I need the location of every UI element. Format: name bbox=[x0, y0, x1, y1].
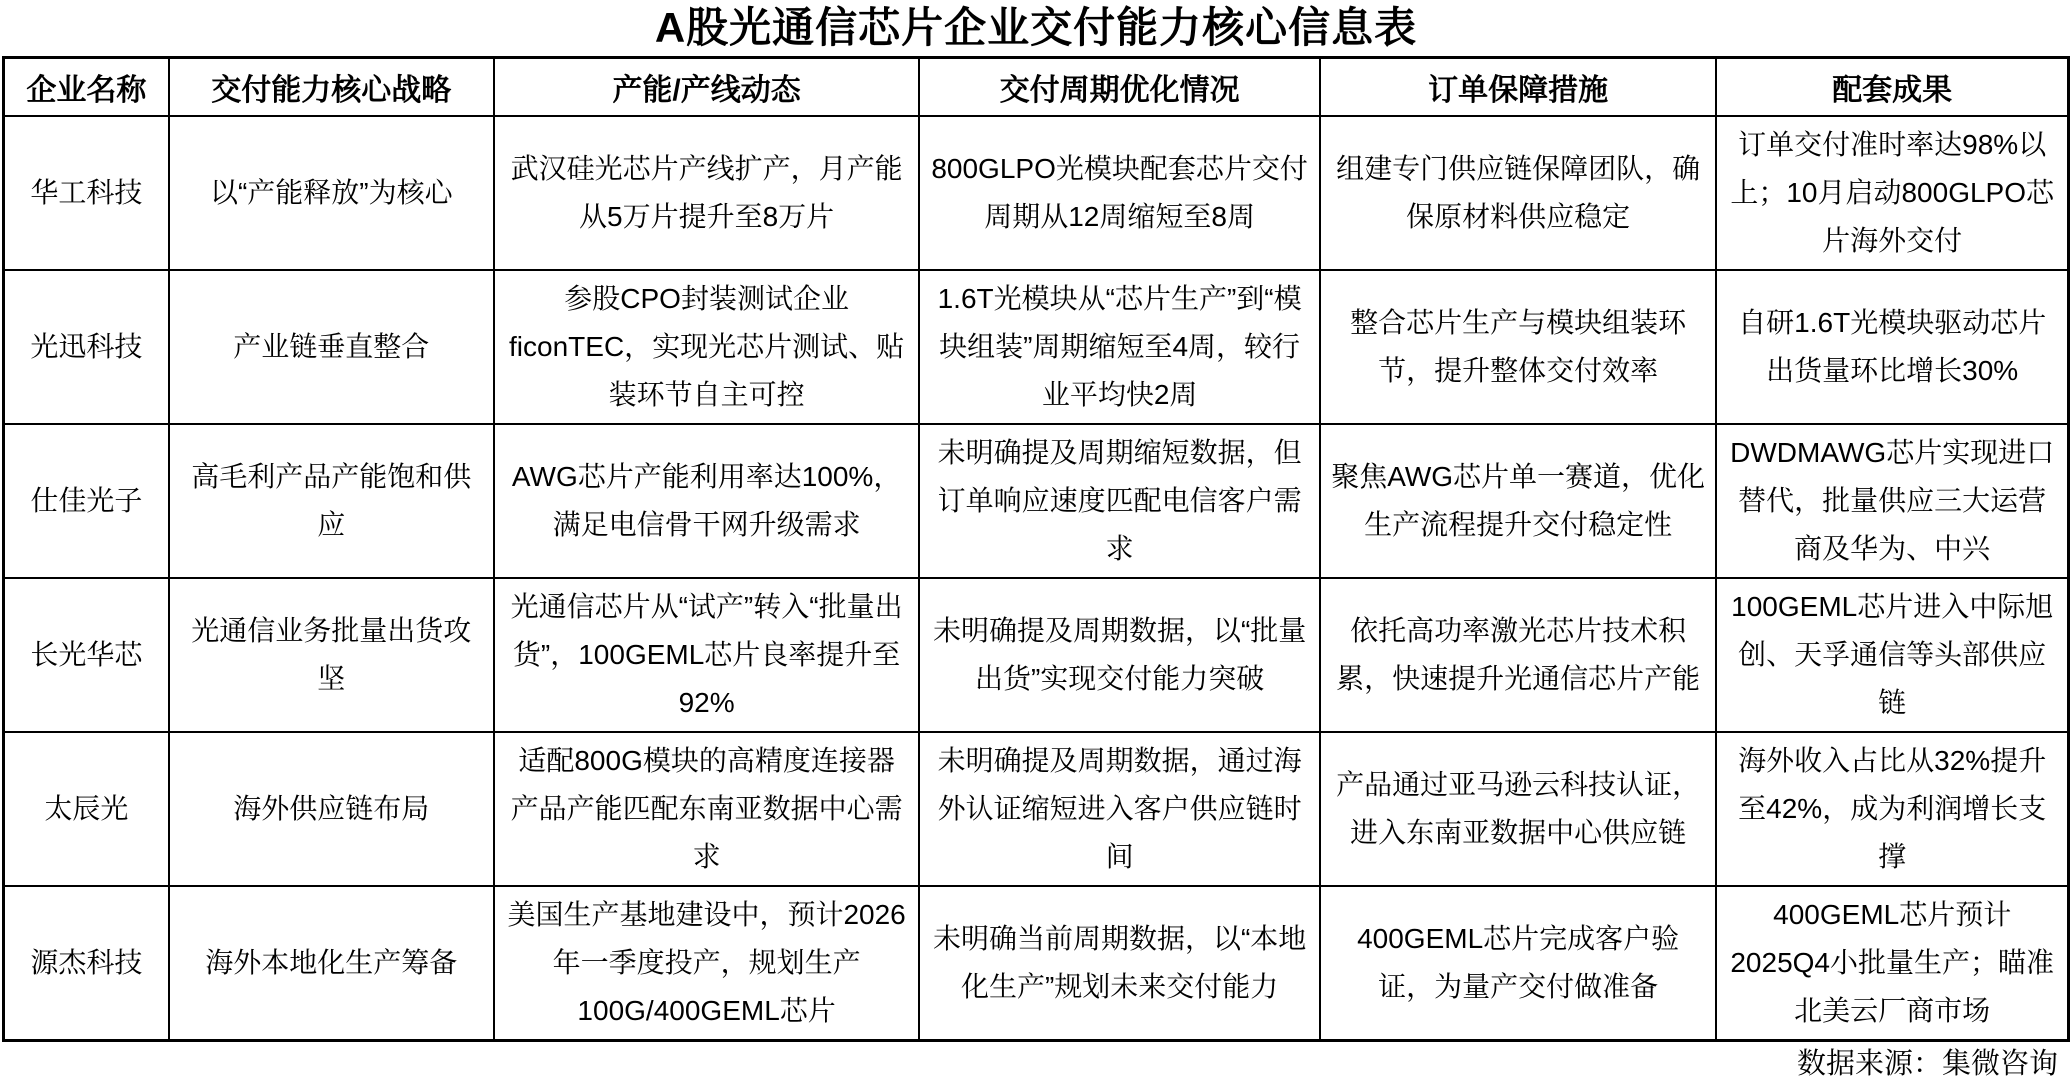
company-name-cell: 长光华芯 bbox=[4, 578, 169, 732]
company-name-cell: 光迅科技 bbox=[4, 270, 169, 424]
capacity-cell: 光通信芯片从“试产”转入“批量出货”，100GEML芯片良率提升至92% bbox=[494, 578, 919, 732]
cycle-cell: 1.6T光模块从“芯片生产”到“模块组装”周期缩短至4周，较行业平均快2周 bbox=[919, 270, 1320, 424]
results-cell: 海外收入占比从32%提升至42%，成为利润增长支撑 bbox=[1716, 732, 2068, 886]
capacity-cell: 武汉硅光芯片产线扩产，月产能从5万片提升至8万片 bbox=[494, 116, 919, 270]
capacity-cell: 适配800G模块的高精度连接器产品产能匹配东南亚数据中心需求 bbox=[494, 732, 919, 886]
page-title: A股光通信芯片企业交付能力核心信息表 bbox=[654, 4, 1418, 51]
table-row bbox=[4, 578, 2069, 732]
guarantee-cell: 依托高功率激光芯片技术积累，快速提升光通信芯片产能 bbox=[1320, 578, 1716, 732]
table-row bbox=[4, 886, 2069, 1041]
strategy-cell: 以“产能释放”为核心 bbox=[169, 116, 494, 270]
guarantee-cell: 聚焦AWG芯片单一赛道，优化生产流程提升交付稳定性 bbox=[1320, 424, 1716, 578]
guarantee-cell: 整合芯片生产与模块组装环节，提升整体交付效率 bbox=[1320, 270, 1716, 424]
column-header-results: 配套成果 bbox=[1716, 58, 2068, 116]
company-name-cell: 太辰光 bbox=[4, 732, 169, 886]
cycle-cell: 未明确提及周期数据，以“批量出货”实现交付能力突破 bbox=[919, 578, 1320, 732]
company-name-cell: 仕佳光子 bbox=[4, 424, 169, 578]
column-header-cycle: 交付周期优化情况 bbox=[919, 58, 1320, 116]
data-source-note: 数据来源：集微咨询 bbox=[1796, 1047, 2058, 1080]
column-header-strategy: 交付能力核心战略 bbox=[169, 58, 494, 116]
column-header-company: 企业名称 bbox=[4, 58, 169, 116]
delivery-capability-table bbox=[2, 56, 2070, 1042]
results-cell: 100GEML芯片进入中际旭创、天孚通信等头部供应链 bbox=[1716, 578, 2068, 732]
guarantee-cell: 产品通过亚马逊云科技认证，进入东南亚数据中心供应链 bbox=[1320, 732, 1716, 886]
capacity-cell: AWG芯片产能利用率达100%，满足电信骨干网升级需求 bbox=[494, 424, 919, 578]
results-cell: 订单交付准时率达98%以上；10月启动800GLPO芯片海外交付 bbox=[1716, 116, 2068, 270]
strategy-cell: 海外供应链布局 bbox=[169, 732, 494, 886]
table-row bbox=[4, 116, 2069, 270]
guarantee-cell: 400GEML芯片完成客户验证，为量产交付做准备 bbox=[1320, 886, 1716, 1041]
column-header-guarantee: 订单保障措施 bbox=[1320, 58, 1716, 116]
results-cell: 400GEML芯片预计2025Q4小批量生产；瞄准北美云厂商市场 bbox=[1716, 886, 2068, 1041]
capacity-cell: 参股CPO封装测试企业ficonTEC，实现光芯片测试、贴装环节自主可控 bbox=[494, 270, 919, 424]
guarantee-cell: 组建专门供应链保障团队，确保原材料供应稳定 bbox=[1320, 116, 1716, 270]
cycle-cell: 未明确提及周期缩短数据，但订单响应速度匹配电信客户需求 bbox=[919, 424, 1320, 578]
strategy-cell: 光通信业务批量出货攻坚 bbox=[169, 578, 494, 732]
strategy-cell: 海外本地化生产筹备 bbox=[169, 886, 494, 1041]
table-header-row bbox=[4, 58, 2069, 116]
cycle-cell: 800GLPO光模块配套芯片交付周期从12周缩短至8周 bbox=[919, 116, 1320, 270]
company-name-cell: 源杰科技 bbox=[4, 886, 169, 1041]
column-header-capacity: 产能/产线动态 bbox=[494, 58, 919, 116]
capacity-cell: 美国生产基地建设中，预计2026年一季度投产，规划生产100G/400GEML芯片 bbox=[494, 886, 919, 1041]
company-name-cell: 华工科技 bbox=[4, 116, 169, 270]
cycle-cell: 未明确当前周期数据，以“本地化生产”规划未来交付能力 bbox=[919, 886, 1320, 1041]
table-row bbox=[4, 270, 2069, 424]
table-row bbox=[4, 424, 2069, 578]
strategy-cell: 产业链垂直整合 bbox=[169, 270, 494, 424]
results-cell: 自研1.6T光模块驱动芯片出货量环比增长30% bbox=[1716, 270, 2068, 424]
strategy-cell: 高毛利产品产能饱和供应 bbox=[169, 424, 494, 578]
results-cell: DWDMAWG芯片实现进口替代，批量供应三大运营商及华为、中兴 bbox=[1716, 424, 2068, 578]
cycle-cell: 未明确提及周期数据，通过海外认证缩短进入客户供应链时间 bbox=[919, 732, 1320, 886]
table-row bbox=[4, 732, 2069, 886]
